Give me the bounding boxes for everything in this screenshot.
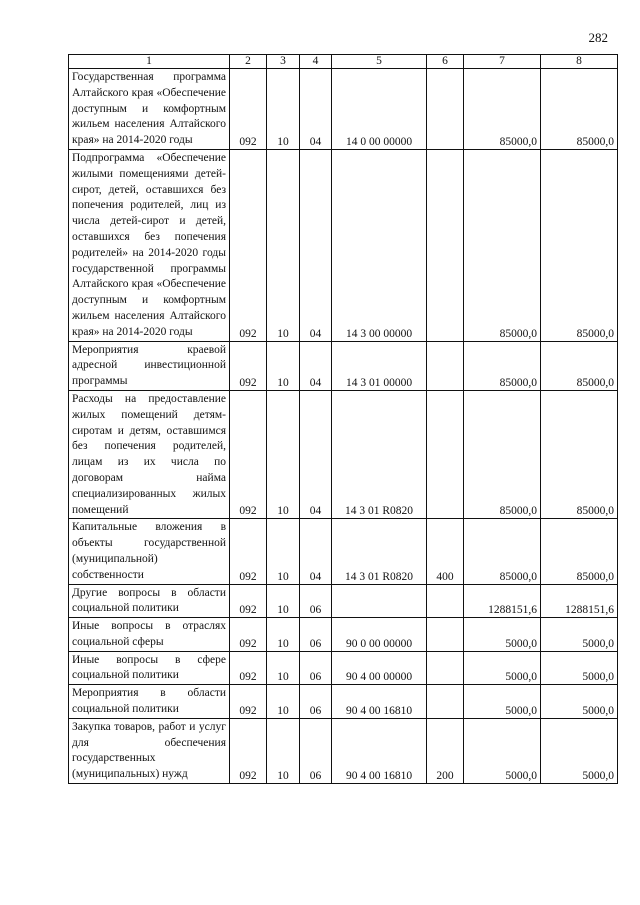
item-name: Мероприятия краевой адресной инвестиционной программы [69, 341, 230, 390]
table-row [69, 519, 618, 584]
expense-type-code [427, 651, 464, 685]
ministry-code: 092 [230, 584, 267, 618]
ministry-code: 092 [230, 651, 267, 685]
amount-col7: 1288151,6 [464, 584, 541, 618]
amount-col8: 5000,0 [541, 651, 618, 685]
item-name: Расходы на предоставление жилых помещений детям-сиротам и детям, оставшимся без попечения родителей, лицам из их числа по договорам найма специализированных жилых помещений [69, 390, 230, 518]
item-name: Государственная программа Алтайского края «Обеспечение доступным и комфортным жильем населения Алтайского края» на 2014-2020 годы [69, 69, 230, 150]
amount-col7: 85000,0 [464, 69, 541, 150]
target-article-code: 14 3 01 R0820 [332, 390, 427, 518]
amount-col8: 1288151,6 [541, 584, 618, 618]
subsection-code: 06 [300, 618, 332, 652]
section-code: 10 [267, 685, 300, 719]
section-code: 10 [267, 390, 300, 518]
header-cell: 5 [332, 55, 427, 69]
section-code: 10 [267, 341, 300, 390]
table-row [69, 341, 618, 390]
table-row [69, 149, 618, 341]
subsection-code: 06 [300, 651, 332, 685]
amount-col7: 5000,0 [464, 651, 541, 685]
item-name: Другие вопросы в области социальной политики [69, 584, 230, 618]
header-cell: 6 [427, 55, 464, 69]
expense-type-code: 400 [427, 519, 464, 584]
target-article-code: 90 4 00 00000 [332, 651, 427, 685]
expense-type-code: 200 [427, 718, 464, 783]
subsection-code: 04 [300, 69, 332, 150]
amount-col8: 85000,0 [541, 341, 618, 390]
table-row [69, 618, 618, 652]
amount-col7: 85000,0 [464, 519, 541, 584]
budget-table [68, 54, 618, 784]
subsection-code: 04 [300, 390, 332, 518]
header-cell: 2 [230, 55, 267, 69]
table-row [69, 584, 618, 618]
target-article-code: 14 3 01 00000 [332, 341, 427, 390]
item-name: Капитальные вложения в объекты государственной (муниципальной) собственности [69, 519, 230, 584]
target-article-code: 90 4 00 16810 [332, 685, 427, 719]
amount-col8: 5000,0 [541, 718, 618, 783]
target-article-code: 14 3 00 00000 [332, 149, 427, 341]
header-cell: 8 [541, 55, 618, 69]
ministry-code: 092 [230, 341, 267, 390]
section-code: 10 [267, 584, 300, 618]
ministry-code: 092 [230, 718, 267, 783]
section-code: 10 [267, 69, 300, 150]
amount-col7: 5000,0 [464, 618, 541, 652]
header-cell: 7 [464, 55, 541, 69]
expense-type-code [427, 584, 464, 618]
page-number: 282 [588, 30, 608, 45]
subsection-code: 06 [300, 718, 332, 783]
subsection-code: 04 [300, 341, 332, 390]
target-article-code: 90 4 00 16810 [332, 718, 427, 783]
expense-type-code [427, 685, 464, 719]
item-name: Иные вопросы в сфере социальной политики [69, 651, 230, 685]
item-name: Подпрограмма «Обеспечение жилыми помещениями детей-сирот, детей, оставшихся без попечения родителей, лиц из числа детей-сирот и детей, оставшихся без попечения родителей» на 2014-2020 годы государственной программы Алтайского края «Обеспечение доступным и комфортным жильем населения Алтайского края» на 2014-2020 годы [69, 149, 230, 341]
section-code: 10 [267, 651, 300, 685]
expense-type-code [427, 69, 464, 150]
table-header-row [69, 55, 618, 69]
ministry-code: 092 [230, 390, 267, 518]
ministry-code: 092 [230, 618, 267, 652]
ministry-code: 092 [230, 685, 267, 719]
section-code: 10 [267, 718, 300, 783]
table-row [69, 718, 618, 783]
table-row [69, 69, 618, 150]
subsection-code: 04 [300, 149, 332, 341]
table-body [69, 69, 618, 784]
subsection-code: 04 [300, 519, 332, 584]
table-row [69, 651, 618, 685]
amount-col7: 5000,0 [464, 685, 541, 719]
target-article-code: 14 3 01 R0820 [332, 519, 427, 584]
expense-type-code [427, 390, 464, 518]
amount-col7: 5000,0 [464, 718, 541, 783]
item-name: Иные вопросы в отраслях социальной сферы [69, 618, 230, 652]
section-code: 10 [267, 149, 300, 341]
expense-type-code [427, 149, 464, 341]
amount-col8: 5000,0 [541, 618, 618, 652]
table-row [69, 390, 618, 518]
table-row [69, 685, 618, 719]
target-article-code: 90 0 00 00000 [332, 618, 427, 652]
amount-col8: 85000,0 [541, 519, 618, 584]
amount-col7: 85000,0 [464, 390, 541, 518]
ministry-code: 092 [230, 149, 267, 341]
subsection-code: 06 [300, 584, 332, 618]
amount-col8: 85000,0 [541, 69, 618, 150]
amount-col7: 85000,0 [464, 149, 541, 341]
amount-col8: 5000,0 [541, 685, 618, 719]
header-cell: 1 [69, 55, 230, 69]
target-article-code: 14 0 00 00000 [332, 69, 427, 150]
ministry-code: 092 [230, 69, 267, 150]
amount-col8: 85000,0 [541, 149, 618, 341]
header-cell: 4 [300, 55, 332, 69]
section-code: 10 [267, 618, 300, 652]
ministry-code: 092 [230, 519, 267, 584]
header-cell: 3 [267, 55, 300, 69]
subsection-code: 06 [300, 685, 332, 719]
amount-col8: 85000,0 [541, 390, 618, 518]
section-code: 10 [267, 519, 300, 584]
item-name: Мероприятия в области социальной политики [69, 685, 230, 719]
item-name: Закупка товаров, работ и услуг для обеспечения государственных (муниципальных) нужд [69, 718, 230, 783]
expense-type-code [427, 341, 464, 390]
amount-col7: 85000,0 [464, 341, 541, 390]
target-article-code [332, 584, 427, 618]
expense-type-code [427, 618, 464, 652]
